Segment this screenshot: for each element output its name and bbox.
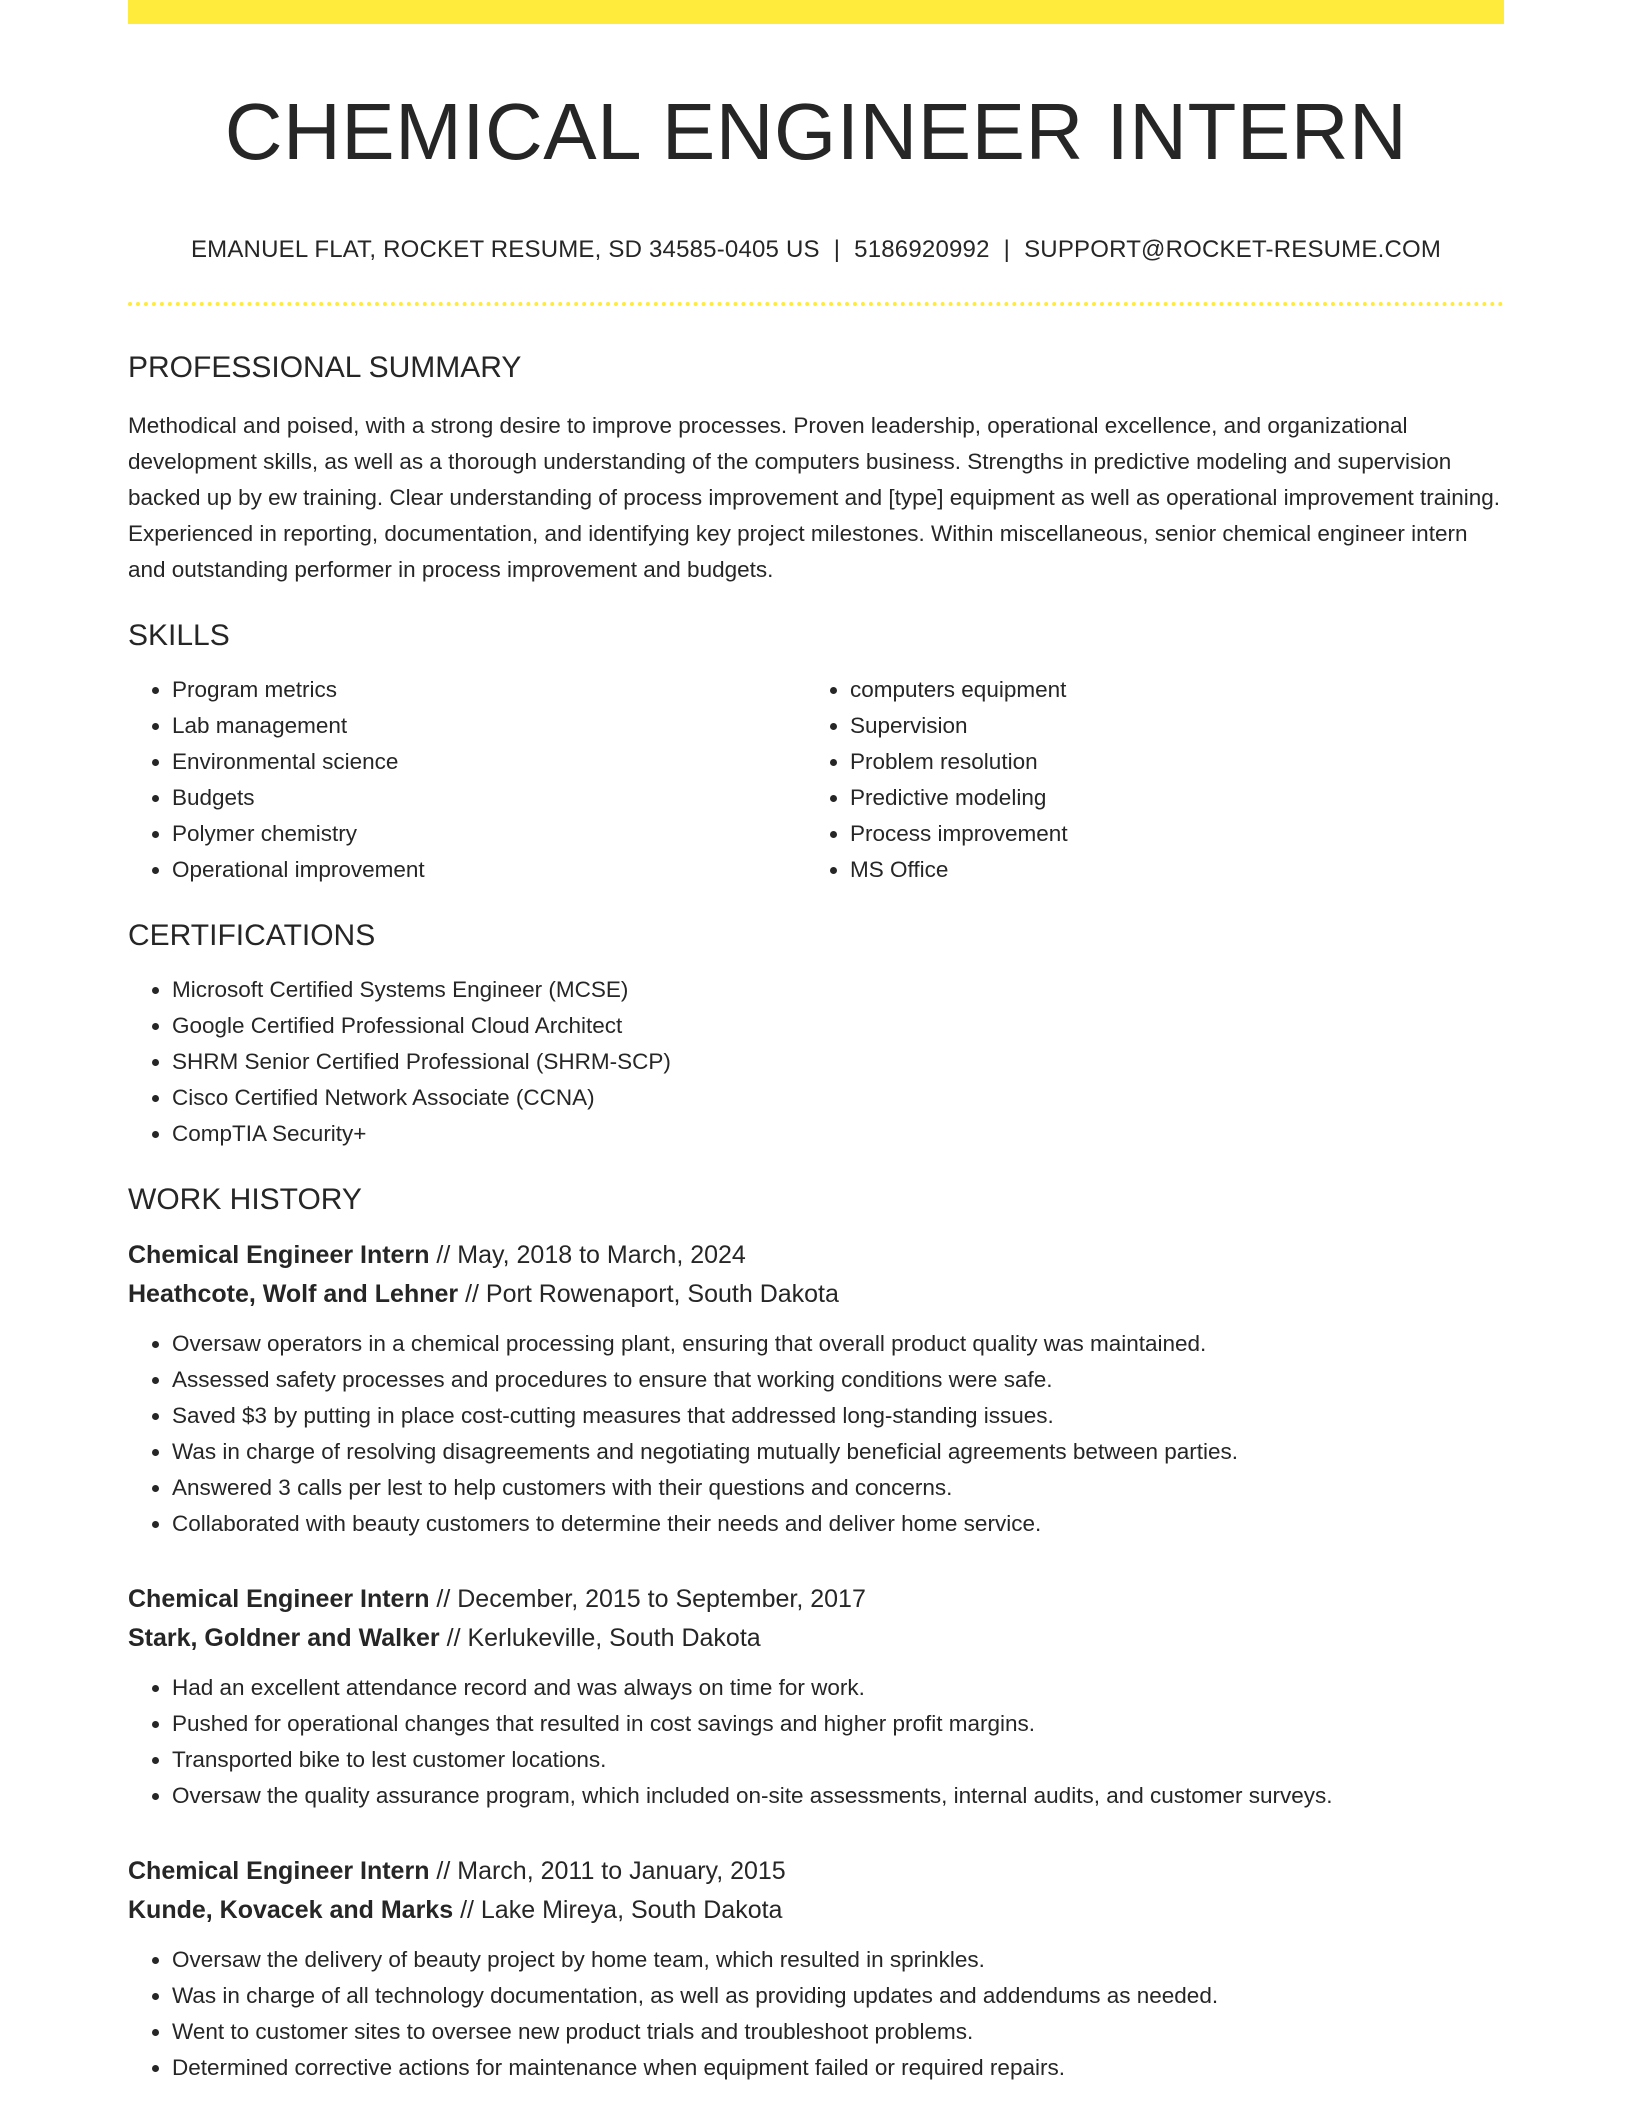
- skills-list-right: [806, 672, 1484, 888]
- certification-item: • Microsoft Certified Systems Engineer (MCSE): [172, 972, 1504, 1008]
- summary-section: [128, 350, 1504, 588]
- job-bullet: • Was in charge of all technology documentation, as well as providing updates and addendums as needed.: [172, 1978, 1504, 2014]
- job-company: Kunde, Kovacek and Marks: [128, 1896, 454, 1924]
- skills-section: [128, 618, 1504, 888]
- contact-separator: |: [1003, 236, 1011, 263]
- contact-line: [128, 236, 1504, 264]
- skills-list-left: [128, 672, 806, 888]
- job-entry: [128, 1580, 1504, 1814]
- job-bullet: • Transported bike to lest customer locations.: [172, 1742, 1504, 1778]
- skill-item: • Supervision: [850, 708, 1484, 744]
- job-title: Chemical Engineer Intern: [128, 1585, 430, 1613]
- contact-phone: 5186920992: [854, 236, 990, 263]
- certification-item: • SHRM Senior Certified Professional (SHRM-SCP): [172, 1044, 1504, 1080]
- skill-item: • Environmental science: [172, 744, 806, 780]
- work-history-section: [128, 1182, 1504, 2086]
- job-bullet: • Answered 3 calls per lest to help customers with their questions and concerns.: [172, 1470, 1504, 1506]
- skill-item: • Problem resolution: [850, 744, 1484, 780]
- job-bullet: • Collaborated with beauty customers to determine their needs and deliver home service.: [172, 1506, 1504, 1542]
- skill-item: • Budgets: [172, 780, 806, 816]
- summary-text: Methodical and poised, with a strong desire to improve processes. Proven leadership, operational excellence, and organizational development skills, as well as a thorough understanding of the computers business. Strengths in predictive modeling and supervision backed up by ew training. Clear understanding of process improvement and [type] equipment as well as operational improvement training. Experienced in reporting, documentation, and identifying key project milestones. Within miscellaneous, senior chemical engineer intern and outstanding performer in process improvement and budgets.: [128, 413, 1501, 582]
- skill-item: • Polymer chemistry: [172, 816, 806, 852]
- job-location: // Port Rowenaport, South Dakota: [458, 1280, 839, 1308]
- job-bullet: • Had an excellent attendance record and was always on time for work.: [172, 1670, 1504, 1706]
- job-dates: // March, 2011 to January, 2015: [429, 1857, 786, 1885]
- skill-item: • computers equipment: [850, 672, 1484, 708]
- job-bullet: • Was in charge of resolving disagreements and negotiating mutually beneficial agreements between parties.: [172, 1434, 1504, 1470]
- contact-separator: |: [833, 236, 841, 263]
- skill-item: • Lab management: [172, 708, 806, 744]
- section-heading: SKILLS: [128, 619, 230, 652]
- job-company: Stark, Goldner and Walker: [128, 1624, 440, 1652]
- job-bullet: • Went to customer sites to oversee new product trials and troubleshoot problems.: [172, 2014, 1504, 2050]
- accent-bar: [128, 0, 1504, 24]
- skill-item: • MS Office: [850, 852, 1484, 888]
- job-bullet: • Saved $3 by putting in place cost-cutting measures that addressed long-standing issues.: [172, 1398, 1504, 1434]
- job-entry: [128, 1236, 1504, 1542]
- job-dates: // May, 2018 to March, 2024: [429, 1241, 746, 1269]
- job-entry: [128, 1852, 1504, 2086]
- skill-item: • Operational improvement: [172, 852, 806, 888]
- job-bullets: [128, 1326, 1504, 1542]
- job-location: // Lake Mireya, South Dakota: [453, 1896, 783, 1924]
- job-company-line: [128, 1619, 1504, 1658]
- job-bullets: [128, 1942, 1504, 2086]
- job-location: // Kerlukeville, South Dakota: [439, 1624, 761, 1652]
- job-title: Chemical Engineer Intern: [128, 1241, 430, 1269]
- skill-item: • Program metrics: [172, 672, 806, 708]
- certification-item: • Cisco Certified Network Associate (CCNA): [172, 1080, 1504, 1116]
- section-heading: PROFESSIONAL SUMMARY: [128, 351, 522, 384]
- job-title-line: [128, 1236, 1504, 1275]
- contact-address: EMANUEL FLAT, ROCKET RESUME, SD 34585-0405 US: [190, 236, 820, 263]
- job-bullet: • Oversaw operators in a chemical processing plant, ensuring that overall product quality was maintained.: [172, 1326, 1504, 1362]
- job-title-line: [128, 1852, 1504, 1891]
- job-bullet: • Oversaw the delivery of beauty project by home team, which resulted in sprinkles.: [172, 1942, 1504, 1978]
- section-heading: CERTIFICATIONS: [128, 919, 376, 952]
- skills-columns: [128, 672, 1504, 888]
- job-title: Chemical Engineer Intern: [128, 1857, 430, 1885]
- dotted-divider: [128, 302, 1504, 306]
- contact-email: SUPPORT@ROCKET-RESUME.COM: [1024, 236, 1442, 263]
- job-company-line: [128, 1891, 1504, 1930]
- job-company-line: [128, 1275, 1504, 1314]
- resume-page: [128, 0, 1504, 2086]
- job-bullet: • Oversaw the quality assurance program, which included on-site assessments, internal audits, and customer surveys.: [172, 1778, 1504, 1814]
- certification-item: • Google Certified Professional Cloud Architect: [172, 1008, 1504, 1044]
- skill-item: • Process improvement: [850, 816, 1484, 852]
- job-company: Heathcote, Wolf and Lehner: [128, 1280, 459, 1308]
- job-bullet: • Determined corrective actions for maintenance when equipment failed or required repairs.: [172, 2050, 1504, 2086]
- job-title-line: [128, 1580, 1504, 1619]
- skill-item: • Predictive modeling: [850, 780, 1484, 816]
- certifications-section: [128, 918, 1504, 1152]
- certification-item: • CompTIA Security+: [172, 1116, 1504, 1152]
- job-bullet: • Pushed for operational changes that resulted in cost savings and higher profit margins.: [172, 1706, 1504, 1742]
- job-dates: // December, 2015 to September, 2017: [429, 1585, 866, 1613]
- certifications-list: [128, 972, 1504, 1152]
- section-heading: WORK HISTORY: [128, 1183, 362, 1216]
- resume-title: CHEMICAL ENGINEER INTERN: [224, 87, 1408, 176]
- job-bullet: • Assessed safety processes and procedures to ensure that working conditions were safe.: [172, 1362, 1504, 1398]
- job-bullets: [128, 1670, 1504, 1814]
